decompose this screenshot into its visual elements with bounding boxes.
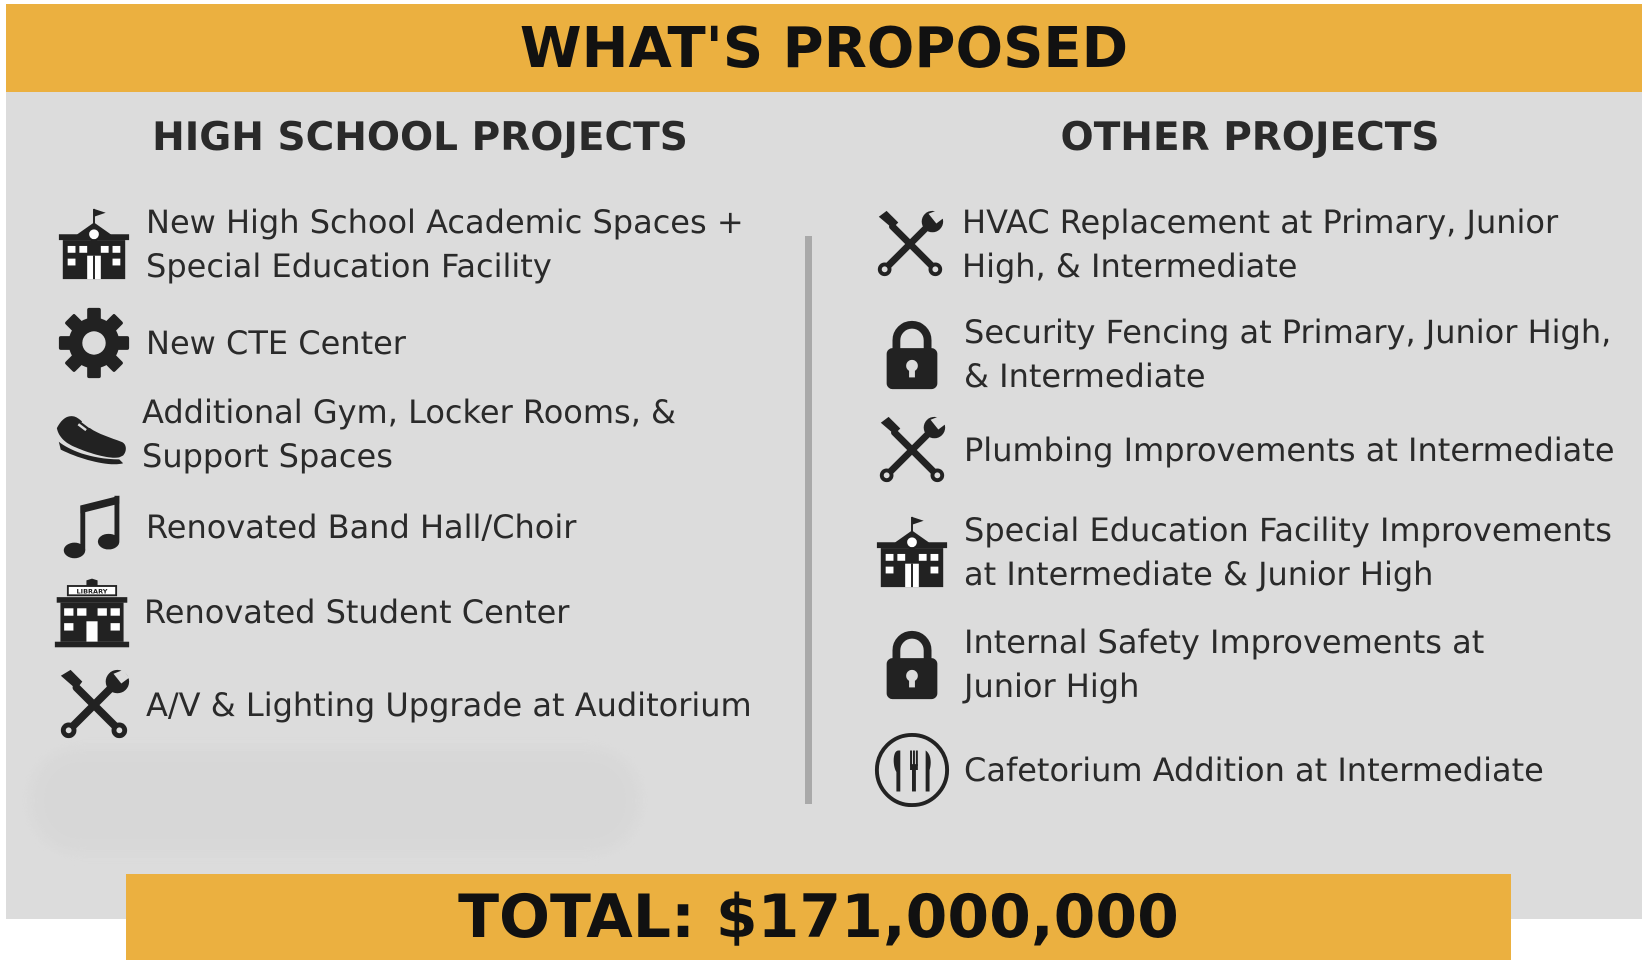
item-label: Security Fencing at Primary, Junior High, & Intermediate xyxy=(964,313,1612,395)
list-item-plumbing xyxy=(872,410,1615,490)
list-item-high-school-academic xyxy=(54,200,744,288)
item-label: Cafetorium Addition at Intermediate xyxy=(964,751,1544,789)
library-sign-text: LIBRARY xyxy=(76,587,108,596)
list-item-cafetorium xyxy=(872,730,1544,810)
item-label: Renovated Band Hall/Choir xyxy=(146,508,577,546)
list-item-student-center xyxy=(52,572,569,652)
background-smudge xyxy=(30,748,640,853)
item-label: New High School Academic Spaces + Special Education Facility xyxy=(146,203,744,285)
wrench-screwdriver-icon xyxy=(870,204,950,284)
item-label: A/V & Lighting Upgrade at Auditorium xyxy=(146,686,752,724)
list-item-av-lighting xyxy=(54,665,752,745)
page-title: WHAT'S PROPOSED xyxy=(519,15,1129,81)
item-label: Additional Gym, Locker Rooms, & Support Spaces xyxy=(142,393,676,475)
list-item-special-education-improvements xyxy=(872,508,1612,596)
list-item-security-fencing xyxy=(872,310,1611,398)
column-divider xyxy=(805,236,812,804)
music-note-icon xyxy=(54,487,134,567)
list-item-hvac xyxy=(870,200,1558,288)
school-building-icon xyxy=(54,204,134,284)
padlock-icon xyxy=(872,314,952,394)
other-projects-heading: OTHER PROJECTS xyxy=(1060,115,1440,160)
utensils-icon xyxy=(872,730,952,810)
high-school-projects-heading: HIGH SCHOOL PROJECTS xyxy=(152,115,688,160)
sneaker-icon xyxy=(50,394,130,474)
item-label: Plumbing Improvements at Intermediate xyxy=(964,431,1615,469)
header-band xyxy=(6,4,1642,92)
padlock-icon xyxy=(872,624,952,704)
item-label: Renovated Student Center xyxy=(144,593,570,631)
total-amount: TOTAL: $171,000,000 xyxy=(458,882,1179,952)
item-label: Special Education Facility Improvements at Intermediate & Junior High xyxy=(964,511,1612,593)
library-building-icon xyxy=(52,572,132,652)
total-band xyxy=(126,874,1511,960)
list-item-internal-safety xyxy=(872,620,1484,708)
list-item-gym-locker-rooms xyxy=(50,390,676,478)
school-building-icon xyxy=(872,512,952,592)
list-item-cte-center xyxy=(54,303,406,383)
wrench-screwdriver-icon xyxy=(54,665,134,745)
gear-icon xyxy=(54,303,134,383)
item-label: HVAC Replacement at Primary, Junior High, & Intermediate xyxy=(962,203,1559,285)
item-label: New CTE Center xyxy=(146,324,406,362)
item-label: Internal Safety Improvements at Junior High xyxy=(964,623,1485,705)
wrench-screwdriver-icon xyxy=(872,410,952,490)
list-item-band-hall xyxy=(54,487,576,567)
